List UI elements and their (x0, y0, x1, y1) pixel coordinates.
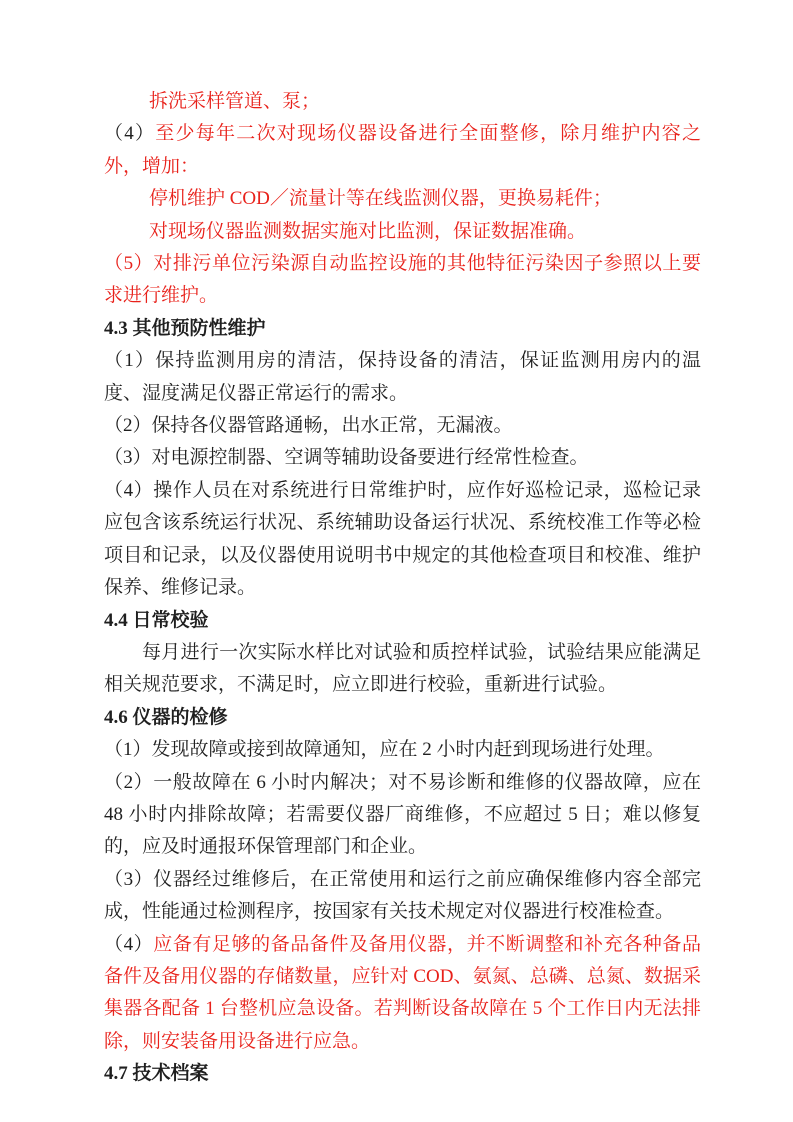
item-marker: （4） (104, 123, 156, 145)
list-item: （2）一般故障在 6 小时内解决；对不易诊断和维修的仪器故障，应在 48 小时内排除故障；若需要仪器厂商维修，不应超过 5 日；难以修复的，应及时通报环保管理部门和企业。 (104, 771, 701, 858)
list-item: 拆洗采样管道、泵； (149, 91, 321, 112)
list-item: （3）仪器经过维修后，在正常使用和运行之前应确保维修内容全部完成，性能通过检测程序，按国家有关技术规定对仪器进行校准检查。 (104, 868, 701, 923)
section-heading: 4.6 仪器的检修 (104, 706, 228, 728)
list-item: （4）操作人员在对系统进行日常维护时，应作好巡检记录，巡检记录应包含该系统运行状况、系统辅助设备运行状况、系统校准工作等必检项目和记录，以及仪器使用说明书中规定的其他检查项目和校准、维护保养、维修记录。 (104, 479, 701, 599)
item-text: 应备有足够的备品备件及备用仪器，并不断调整和补充各种备品备件及备用仪器的存储数量，应针对 COD、氨氮、总磷、总氮、数据采集器各配备 1 台整机应急设备。若判断设备故障在 5 个工作日内无法排除，则安装备用设备进行应急。 (104, 933, 701, 1052)
section-heading: 4.3 其他预防性维护 (104, 317, 266, 339)
list-item (104, 118, 701, 183)
list-item: 停机维护 COD／流量计等在线监测仪器，更换易耗件； (149, 188, 612, 210)
section-heading: 4.7 技术档案 (104, 1063, 209, 1085)
list-item (104, 929, 701, 1059)
document-content (104, 86, 701, 1091)
item-marker: （4） (104, 933, 154, 955)
list-item: 对现场仪器监测数据实施对比监测，保证数据准确。 (149, 220, 587, 242)
body-paragraph: 每月进行一次实际水样比对试验和质控样试验，试验结果应能满足相关规范要求，不满足时，应立即进行校验，重新进行试验。 (104, 641, 701, 696)
list-item: （1）保持监测用房的清洁，保持设备的清洁，保证监测用房内的温度、湿度满足仪器正常运行的需求。 (104, 350, 701, 404)
list-item: （3）对电源控制器、空调等辅助设备要进行经常性检查。 (104, 447, 589, 469)
list-item: （5）对排污单位污染源自动监控设施的其他特征污染因子参照以上要求进行维护。 (104, 253, 701, 307)
list-item: （2）保持各仪器管路通畅，出水正常，无漏液。 (104, 415, 513, 437)
section-heading: 4.4 日常校验 (104, 609, 209, 631)
item-text: 至少每年二次对现场仪器设备进行全面整修，除月维护内容之外，增加： (104, 123, 701, 177)
list-item: （1）发现故障或接到故障通知，应在 2 小时内赶到现场进行处理。 (104, 739, 665, 761)
